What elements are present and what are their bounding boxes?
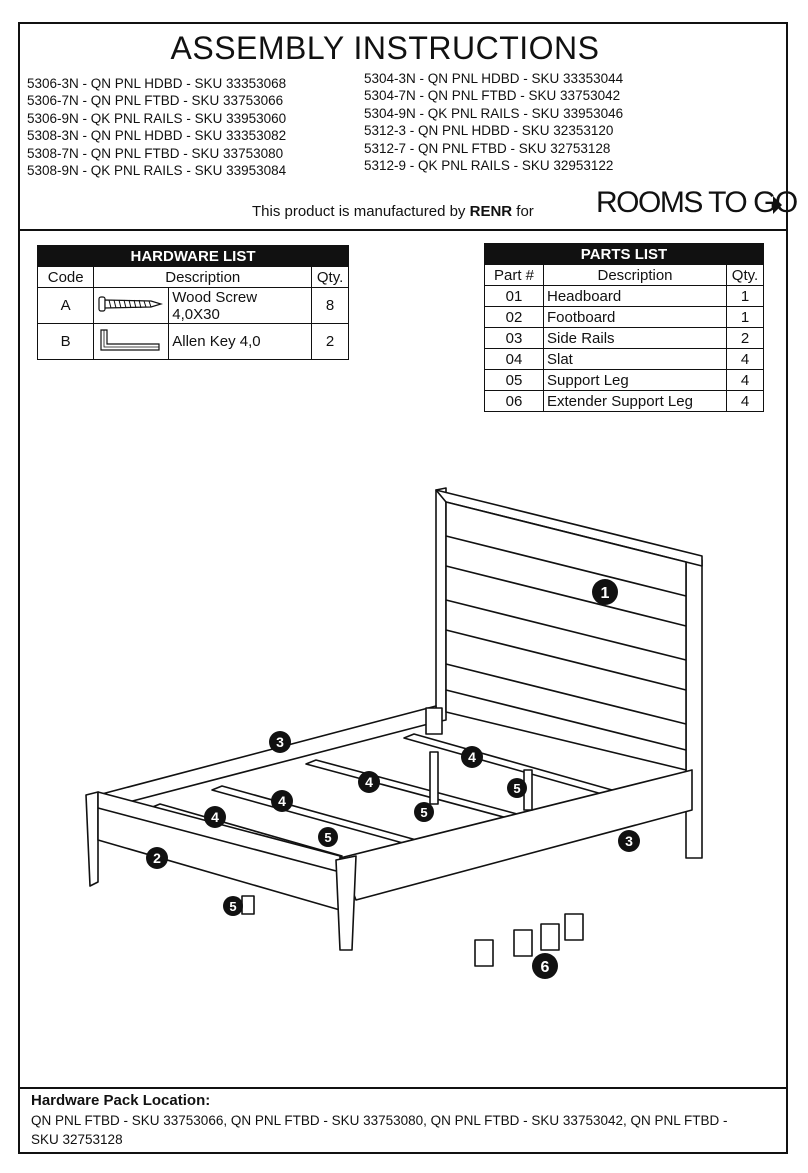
- extender-leg: [475, 940, 493, 966]
- col-header-code: Code: [38, 267, 94, 288]
- sku-line: 5312-7 - QN PNL FTBD - SKU 32753128: [364, 140, 611, 156]
- part-qty: 1: [727, 286, 764, 307]
- part-qty: 4: [727, 349, 764, 370]
- callout-badge: [592, 579, 618, 605]
- extender-leg: [541, 924, 559, 950]
- callout-badge: [223, 896, 243, 916]
- footer-divider: [18, 1087, 788, 1089]
- headboard-panel: [446, 502, 686, 770]
- col-header-qty: Qty.: [727, 265, 764, 286]
- support-leg: [242, 896, 254, 914]
- part-number: 02: [485, 307, 544, 328]
- part-description: Headboard: [544, 286, 727, 307]
- hardware-code: A: [38, 288, 94, 324]
- part-qty: 2: [727, 328, 764, 349]
- part-description: Slat: [544, 349, 727, 370]
- callout-badge: [532, 953, 558, 979]
- sku-line: 5306-7N - QN PNL FTBD - SKU 33753066: [27, 93, 284, 109]
- sku-line: 5306-9N - QK PNL RAILS - SKU 33953060: [27, 110, 287, 126]
- brand-logo: ROOMS TO GO: [596, 186, 797, 219]
- hardware-list-title: HARDWARE LIST: [38, 246, 349, 267]
- hardware-code: B: [38, 324, 94, 360]
- part-qty: 4: [727, 391, 764, 412]
- page-title: ASSEMBLY INSTRUCTIONS: [170, 30, 600, 66]
- footboard-right-post: [336, 856, 356, 950]
- headboard-left-post: [436, 488, 446, 722]
- hardware-qty: 8: [312, 288, 349, 324]
- col-header-qty: Qty.: [312, 267, 349, 288]
- callout-badge: [358, 771, 380, 793]
- col-header-description: Description: [544, 265, 727, 286]
- hardware-qty: 2: [312, 324, 349, 360]
- callout-number: 4: [211, 809, 219, 825]
- part-description: Support Leg: [544, 370, 727, 391]
- part-number: 05: [485, 370, 544, 391]
- sku-line: 5308-9N - QK PNL RAILS - SKU 33953084: [27, 163, 287, 179]
- sku-line: 5306-3N - QN PNL HDBD - SKU 33353068: [27, 76, 287, 91]
- callout-number: 3: [625, 833, 633, 849]
- callout-badge: [271, 790, 293, 812]
- callout-number: 5: [324, 830, 332, 845]
- sku-line: 5308-3N - QN PNL HDBD - SKU 33353082: [27, 128, 287, 144]
- callout-number: 4: [365, 774, 373, 790]
- callout-number: 6: [540, 959, 550, 976]
- part-number: 01: [485, 286, 544, 307]
- extender-leg: [514, 930, 532, 956]
- callout-badge: [414, 802, 434, 822]
- part-qty: 1: [727, 307, 764, 328]
- extender-leg: [565, 914, 583, 940]
- parts-list-title: PARTS LIST: [485, 244, 764, 265]
- callout-number: 3: [276, 734, 284, 750]
- callout-badge: [507, 778, 527, 798]
- part-description: Side Rails: [544, 328, 727, 349]
- manufacturer-suffix: for: [516, 203, 534, 220]
- callout-number: 1: [600, 585, 610, 602]
- callout-badge: [269, 731, 291, 753]
- callout-badge: [318, 827, 338, 847]
- callout-badge: [204, 806, 226, 828]
- part-description: Extender Support Leg: [544, 391, 727, 412]
- hardware-pack-title: Hardware Pack Location:: [31, 1092, 211, 1109]
- manufacturer-name: RENR: [469, 203, 513, 220]
- manufacturer-prefix: This product is manufactured by: [252, 203, 466, 220]
- part-description: Footboard: [544, 307, 727, 328]
- callout-number: 5: [513, 781, 521, 796]
- side-rail-far: [98, 706, 436, 810]
- callout-number: 4: [278, 793, 286, 809]
- sku-line: 5312-9 - QK PNL RAILS - SKU 32953122: [364, 158, 614, 174]
- part-number: 06: [485, 391, 544, 412]
- hardware-pack-text: QN PNL FTBD - SKU 33753066, QN PNL FTBD - SKU 33753080, QN PNL FTBD - SKU 33753042, QN PNL FTBD - SKU 32753128: [31, 1113, 728, 1147]
- callout-number: 2: [153, 850, 161, 866]
- part-number: 04: [485, 349, 544, 370]
- sku-line: 5312-3 - QN PNL HDBD - SKU 32353120: [364, 123, 614, 139]
- part-qty: 4: [727, 370, 764, 391]
- headboard-right-post: [686, 560, 702, 858]
- footboard-left-post: [86, 792, 98, 886]
- rail-bracket: [426, 708, 442, 734]
- callout-badge: [461, 746, 483, 768]
- callout-number: 5: [229, 899, 237, 914]
- sku-line: 5304-9N - QK PNL RAILS - SKU 33953046: [364, 105, 624, 121]
- part-number: 03: [485, 328, 544, 349]
- callout-number: 5: [420, 805, 428, 820]
- sku-line: 5308-7N - QN PNL FTBD - SKU 33753080: [27, 145, 284, 161]
- col-header-part: Part #: [485, 265, 544, 286]
- col-header-description: Description: [94, 267, 312, 288]
- hardware-description: Wood Screw 4,0X30: [169, 288, 312, 324]
- sku-line: 5304-7N - QN PNL FTBD - SKU 33753042: [364, 88, 621, 104]
- hardware-description: Allen Key 4,0: [169, 324, 312, 360]
- sku-line: 5304-3N - QN PNL HDBD - SKU 33353044: [364, 71, 624, 86]
- callout-badge: [618, 830, 640, 852]
- callout-number: 4: [468, 749, 476, 765]
- callout-badge: [146, 847, 168, 869]
